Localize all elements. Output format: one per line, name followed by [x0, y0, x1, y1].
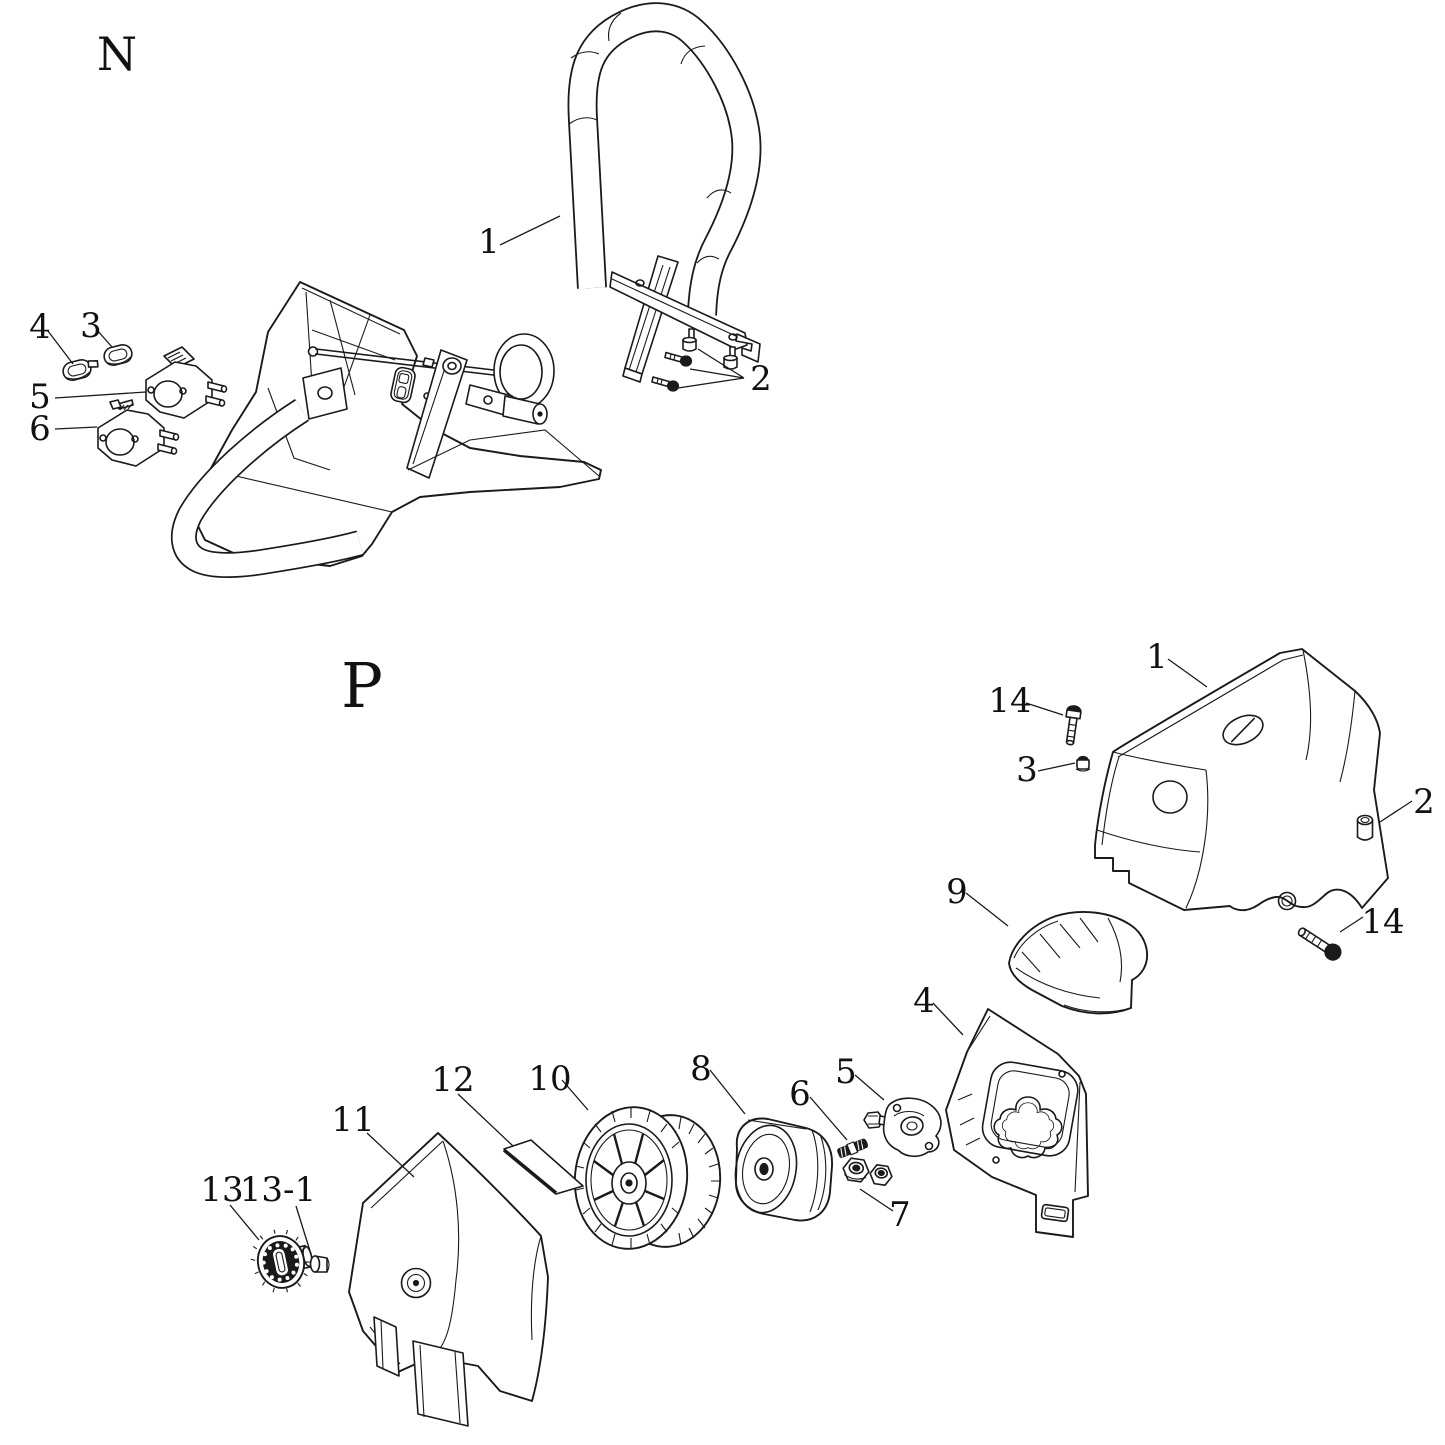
callout-p-12: 12	[431, 1060, 475, 1100]
part-n-carburetor-5	[146, 347, 227, 418]
callout-n-6: 6	[29, 409, 51, 449]
part-p-nut-3	[1076, 757, 1090, 772]
section-p-letter: P	[341, 649, 383, 722]
part-n-grommet-3	[102, 343, 134, 367]
part-n-grommet-4	[61, 356, 100, 382]
part-p-screw-14-bottom	[1295, 924, 1344, 964]
part-p-filter-cover-11	[349, 1133, 548, 1426]
part-p-top-cover	[1095, 649, 1388, 910]
part-p-airbox-cover-9	[1009, 912, 1147, 1014]
callout-p-13-1: 13-1	[239, 1170, 317, 1210]
callout-n-1: 1	[478, 222, 500, 262]
callout-n-2: 2	[750, 359, 772, 399]
callout-n-5: 5	[29, 377, 51, 417]
callout-n-4: 4	[29, 307, 51, 347]
callout-p-5: 5	[835, 1052, 857, 1092]
part-p-air-filter-10	[568, 1102, 727, 1255]
callout-n-3: 3	[80, 306, 102, 346]
part-p-pin-13-1	[311, 1256, 330, 1272]
callout-p-14-bottom: 14	[1361, 902, 1405, 942]
callout-p-2: 2	[1413, 782, 1435, 822]
part-p-gasket-strip-12	[504, 1140, 583, 1194]
part-p-knob-13	[246, 1223, 318, 1298]
part-n-chassis	[184, 282, 601, 566]
callout-p-3: 3	[1016, 750, 1038, 790]
callout-p-1: 1	[1146, 637, 1168, 677]
part-p-stud-6	[837, 1137, 869, 1158]
callout-p-11: 11	[331, 1100, 375, 1140]
section-n-letter: N	[96, 27, 138, 81]
part-p-filter-base-8	[729, 1119, 832, 1221]
callout-p-4: 4	[913, 981, 935, 1021]
callout-p-13: 13	[200, 1170, 244, 1210]
part-p-backplate-4	[946, 1009, 1088, 1237]
callout-p-9: 9	[946, 872, 968, 912]
part-p-choke-bracket-5	[864, 1098, 941, 1156]
callout-p-7: 7	[889, 1195, 911, 1235]
callout-p-8: 8	[690, 1049, 712, 1089]
callout-p-10: 10	[528, 1059, 572, 1099]
part-p-screw-14-top	[1062, 705, 1081, 746]
callout-p-6: 6	[789, 1074, 811, 1114]
part-p-nuts-7	[842, 1157, 894, 1186]
callout-p-14-top: 14	[988, 681, 1032, 721]
